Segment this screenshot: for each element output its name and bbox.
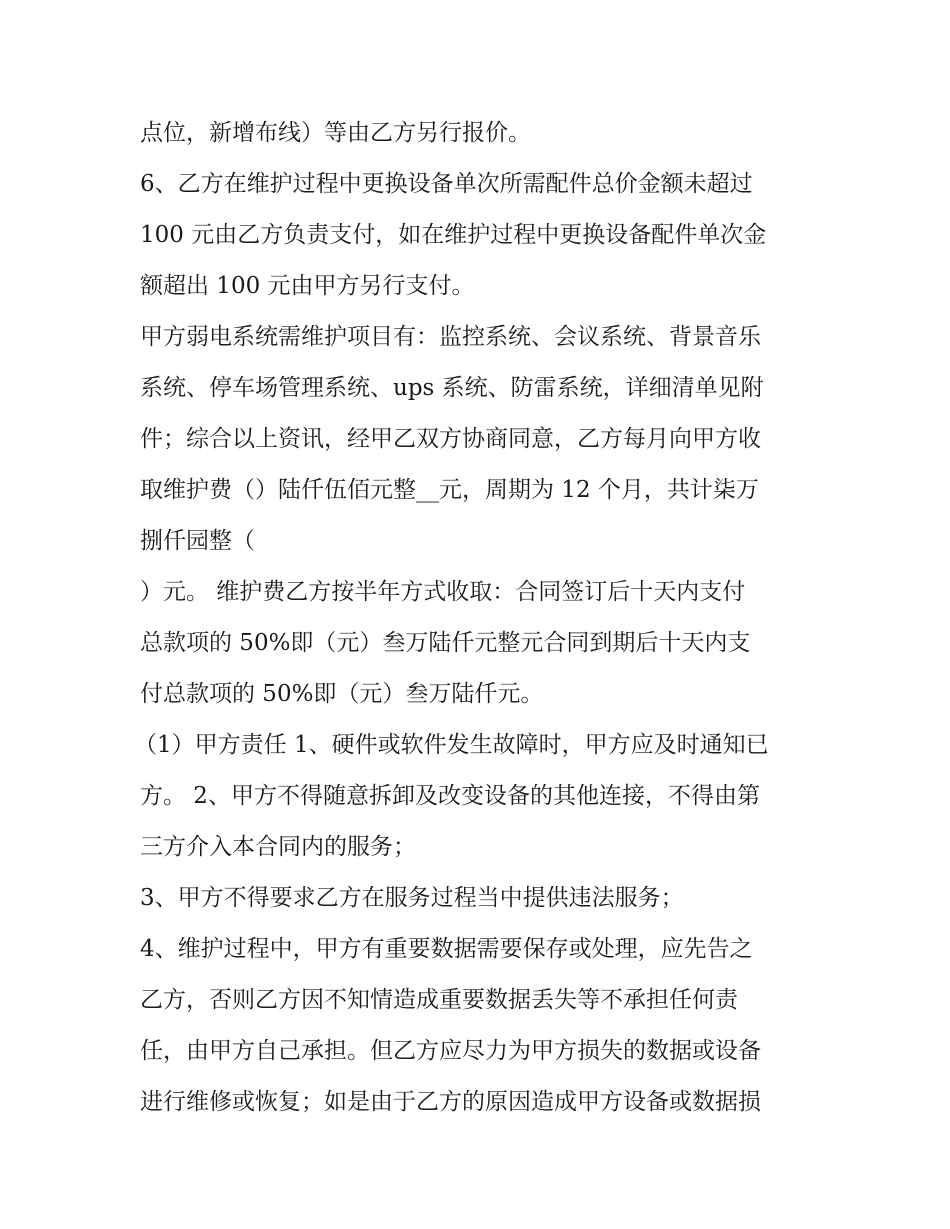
text-line: 3、甲方不得要求乙方在服务过程当中提供违法服务； [140, 885, 684, 911]
text-line: （1）甲方责任 1、硬件或软件发生故障时，甲方应及时通知已 [134, 732, 769, 758]
text-line: 件；综合以上资讯，经甲乙双方协商同意，乙方每月向甲方收 [140, 426, 761, 452]
text-line: 100 元由乙方负责支付，如在维护过程中更换设备配件单次金 [140, 222, 767, 248]
text-line: 6、乙方在维护过程中更换设备单次所需配件总价金额未超过 [140, 171, 753, 197]
text-line: 乙方，否则乙方因不知情造成重要数据丢失等不承担任何责 [140, 987, 738, 1013]
text-line: 捌仟园整（ [140, 528, 255, 554]
text-line: 额超出 100 元由甲方另行支付。 [140, 273, 475, 299]
text-line: 系统、停车场管理系统、ups 系统、防雷系统，详细清单见附 [140, 375, 764, 401]
text-line: 进行维修或恢复；如是由于乙方的原因造成甲方设备或数据损 [140, 1089, 761, 1115]
text-line: 任，由甲方自己承担。但乙方应尽力为甲方损失的数据或设备 [140, 1038, 761, 1064]
text-line: 付总款项的 50%即（元）叁万陆仟元。 [140, 681, 544, 707]
text-line: 方。 2、甲方不得随意拆卸及改变设备的其他连接，不得由第 [140, 783, 760, 809]
text-line: 总款项的 50%即（元）叁万陆仟元整元合同到期后十天内支 [140, 630, 751, 656]
text-line: 三方介入本合同内的服务； [140, 834, 416, 860]
text-line: ）元。 维护费乙方按半年方式收取：合同签订后十天内支付 [140, 579, 746, 605]
text-line: 取维护费（）陆仟伍佰元整__元，周期为 12 个月，共计柒万 [140, 477, 759, 503]
text-line: 点位，新增布线）等由乙方另行报价。 [140, 120, 531, 146]
text-line: 4、维护过程中，甲方有重要数据需要保存或处理，应先告之 [140, 936, 753, 962]
contract-body-text [134, 108, 830, 1128]
text-line: 甲方弱电系统需维护项目有：监控系统、会议系统、背景音乐 [140, 324, 761, 350]
